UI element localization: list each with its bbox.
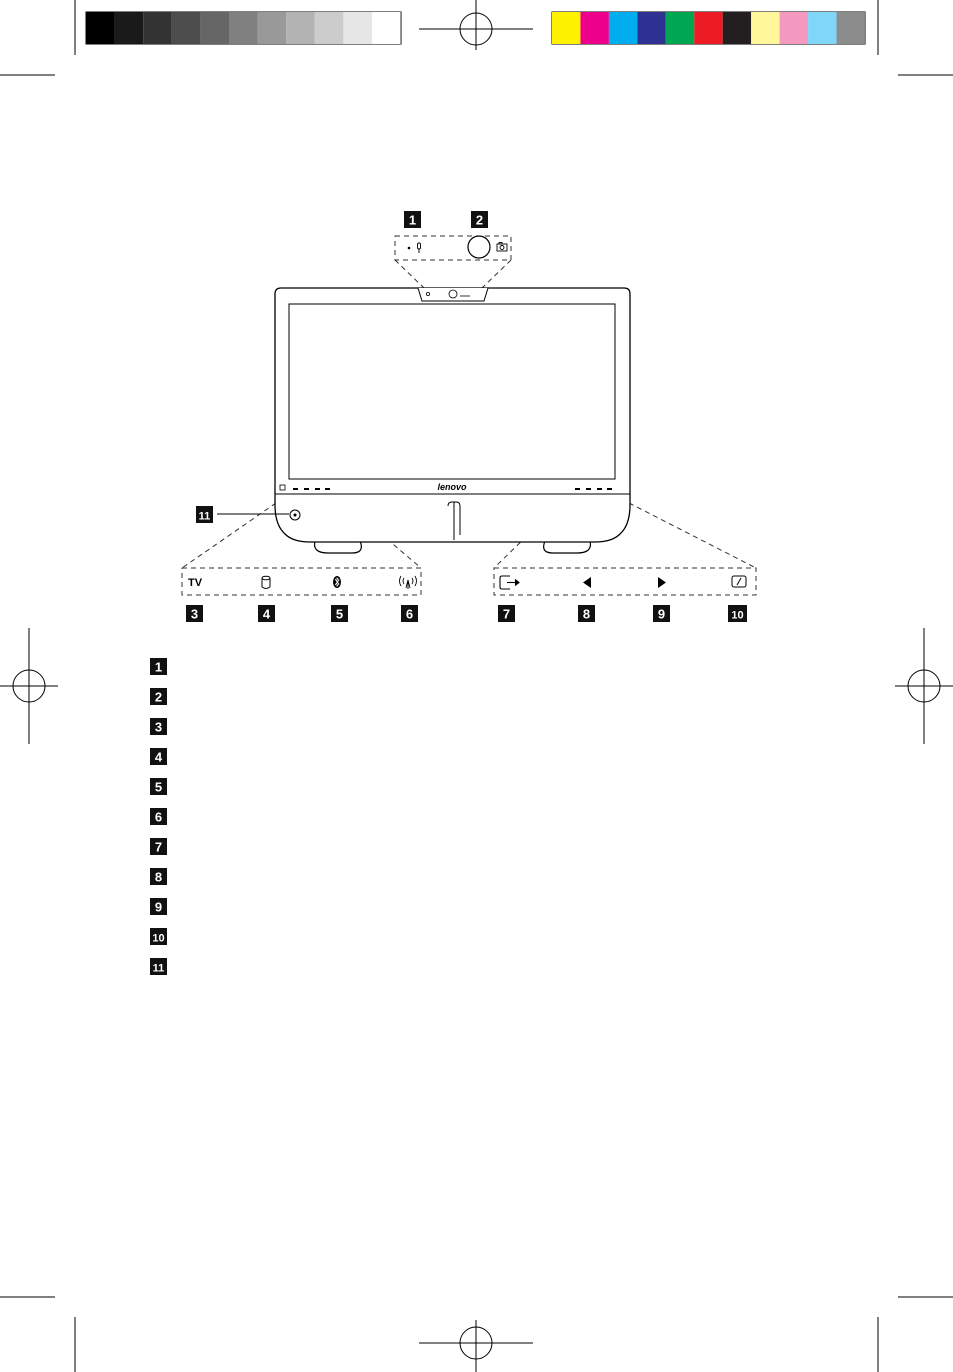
callout-number: 3 bbox=[190, 606, 199, 622]
legend-number: 1 bbox=[154, 659, 163, 675]
callout-badge-5 bbox=[331, 605, 348, 622]
callout-number: 7 bbox=[502, 606, 511, 622]
callout-badge-7 bbox=[498, 605, 515, 622]
legend-item bbox=[150, 838, 167, 855]
registration-target-top bbox=[419, 0, 533, 50]
power-button-icon bbox=[290, 510, 300, 520]
callout-number: 4 bbox=[262, 606, 271, 622]
color-swatch bbox=[694, 12, 722, 44]
monitor bbox=[217, 288, 630, 553]
legend-number: 5 bbox=[154, 779, 163, 795]
right-detail-strip bbox=[494, 568, 756, 595]
legend-number: 10 bbox=[152, 932, 165, 945]
grayscale-calibration-bar bbox=[86, 12, 401, 44]
callout-legend-list bbox=[150, 658, 167, 975]
color-swatch bbox=[723, 12, 751, 44]
grayscale-swatch bbox=[315, 12, 344, 44]
left-detail-strip bbox=[182, 568, 421, 595]
callout-badge-9 bbox=[653, 605, 670, 622]
callout-badge-8 bbox=[578, 605, 595, 622]
bluetooth-icon bbox=[333, 576, 341, 588]
color-swatch bbox=[751, 12, 779, 44]
legend-item bbox=[150, 688, 167, 705]
legend-number: 3 bbox=[154, 719, 163, 735]
grayscale-swatch bbox=[286, 12, 315, 44]
callout-number: 11 bbox=[198, 510, 211, 523]
legend-item bbox=[150, 808, 167, 825]
brand-logo: lenovo bbox=[437, 482, 467, 492]
callout-badge-3 bbox=[186, 605, 203, 622]
tv-icon: TV bbox=[187, 577, 203, 589]
grayscale-swatch bbox=[143, 12, 172, 44]
color-swatch bbox=[580, 12, 608, 44]
registration-target-left bbox=[0, 628, 58, 744]
registration-target-bottom bbox=[419, 1320, 533, 1372]
color-swatch bbox=[552, 12, 580, 44]
camera-detail-strip bbox=[395, 236, 511, 260]
legend-item bbox=[150, 958, 167, 975]
color-swatch bbox=[637, 12, 665, 44]
legend-item bbox=[150, 898, 167, 915]
grayscale-swatch bbox=[86, 12, 115, 44]
callout-number: 9 bbox=[657, 606, 666, 622]
legend-item bbox=[150, 718, 167, 735]
grayscale-swatch bbox=[343, 12, 372, 44]
stand-feet bbox=[315, 541, 591, 553]
legend-item bbox=[150, 778, 167, 795]
callout-number: 5 bbox=[335, 606, 344, 622]
grayscale-swatch bbox=[258, 12, 287, 44]
legend-item bbox=[150, 928, 167, 945]
color-calibration-bar bbox=[552, 12, 865, 44]
legend-number: 8 bbox=[154, 869, 163, 885]
color-swatch bbox=[808, 12, 836, 44]
legend-number: 4 bbox=[154, 749, 163, 765]
color-swatch bbox=[780, 12, 808, 44]
color-swatch bbox=[666, 12, 694, 44]
callout-number: 1 bbox=[408, 212, 417, 228]
registration-target-right bbox=[895, 628, 953, 744]
color-swatch bbox=[609, 12, 637, 44]
monitor-screen bbox=[289, 304, 615, 479]
callout-badge-4 bbox=[258, 605, 275, 622]
legend-item bbox=[150, 748, 167, 765]
legend-number: 9 bbox=[154, 899, 163, 915]
callout-badge-10 bbox=[728, 605, 747, 622]
legend-item bbox=[150, 868, 167, 885]
grayscale-swatch bbox=[115, 12, 144, 44]
grayscale-swatch bbox=[372, 12, 401, 44]
callout-badge-2 bbox=[471, 211, 488, 228]
grayscale-swatch bbox=[200, 12, 229, 44]
legend-number: 7 bbox=[154, 839, 163, 855]
legend-number: 11 bbox=[152, 962, 165, 975]
callout-badge-11 bbox=[196, 506, 213, 523]
grayscale-swatch bbox=[229, 12, 258, 44]
camera-lens-icon bbox=[468, 236, 490, 258]
callout-number: 2 bbox=[475, 212, 484, 228]
callout-badge-1 bbox=[404, 211, 421, 228]
callout-number: 8 bbox=[582, 606, 591, 622]
color-swatch bbox=[837, 12, 865, 44]
callout-badge-6 bbox=[401, 605, 418, 622]
legend-item bbox=[150, 658, 167, 675]
callout-number: 6 bbox=[405, 606, 414, 622]
callout-number: 10 bbox=[731, 609, 744, 622]
legend-number: 2 bbox=[154, 689, 163, 705]
grayscale-swatch bbox=[172, 12, 201, 44]
legend-number: 6 bbox=[154, 809, 163, 825]
